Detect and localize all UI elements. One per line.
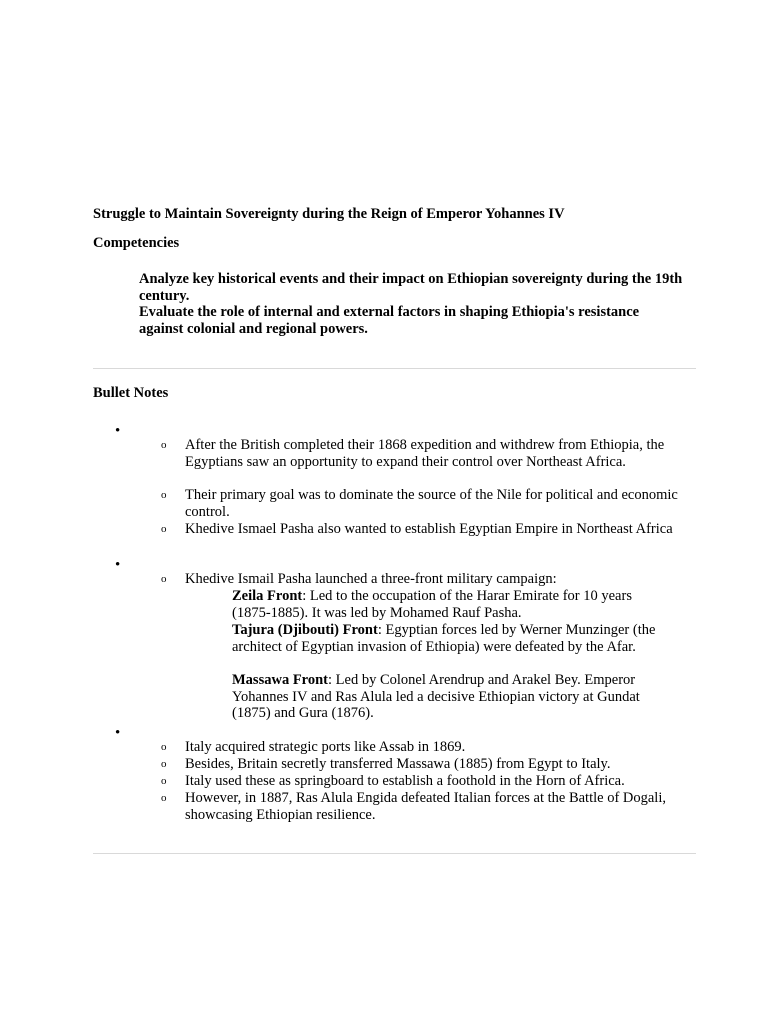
sub-bullet-marker: o — [161, 489, 167, 501]
sub-bullet-marker: o — [161, 523, 167, 535]
list-item-text: Besides, Britain secretly transferred Massawa (1885) from Egypt to Italy. — [185, 756, 611, 772]
list-item — [161, 571, 685, 588]
list-item — [161, 790, 685, 823]
list-item — [161, 739, 685, 756]
bullet-notes-heading: Bullet Notes — [93, 385, 169, 401]
list-item-text: Their primary goal was to dominate the source of the Nile for political and economic control. — [185, 487, 678, 520]
front-name: Tajura (Djibouti) Front — [232, 622, 378, 638]
list-item — [161, 756, 685, 773]
sub-bullet-marker: o — [161, 741, 167, 753]
campaign-front — [232, 588, 670, 621]
list-item-text: However, in 1887, Ras Alula Engida defeated Italian forces at the Battle of Dogali, showcasing Ethiopian resilience. — [185, 790, 666, 823]
list-item — [161, 773, 685, 790]
competency-item: Analyze key historical events and their impact on Ethiopian sovereignty during the 19th century. — [139, 271, 683, 304]
front-description: : Led to the occupation of the Harar Emirate for 10 years (1875-1885). It was led by Mohamed Rauf Pasha. — [232, 588, 632, 621]
list-item-text: Khedive Ismael Pasha also wanted to establish Egyptian Empire in Northeast Africa — [185, 521, 673, 537]
bullet-marker: • — [115, 423, 121, 439]
sub-bullet-marker: o — [161, 775, 167, 787]
front-description: : Led by Colonel Arendrup and Arakel Bey. Emperor Yohannes IV and Ras Alula led a decisive Ethiopian victory at Gundat (1875) and Gura (1876). — [232, 672, 640, 722]
bullet-marker: • — [115, 557, 121, 573]
campaign-front — [232, 672, 670, 722]
sub-bullet-marker: o — [161, 758, 167, 770]
list-item-text: Italy acquired strategic ports like Assab in 1869. — [185, 739, 466, 755]
list-item — [161, 521, 685, 538]
campaign-front — [232, 622, 670, 655]
list-item-text: Khedive Ismail Pasha launched a three-front military campaign: — [185, 571, 557, 587]
list-item-text: Italy used these as springboard to establish a foothold in the Horn of Africa. — [185, 773, 625, 789]
page-title: Struggle to Maintain Sovereignty during the Reign of Emperor Yohannes IV — [93, 206, 565, 222]
front-name: Massawa Front — [232, 672, 328, 688]
section-divider — [93, 853, 696, 854]
competency-item: Evaluate the role of internal and external factors in shaping Ethiopia's resistance against colonial and regional powers. — [139, 304, 640, 337]
competencies-heading: Competencies — [93, 235, 180, 251]
section-divider — [93, 368, 696, 369]
front-description: : Egyptian forces led by Werner Munzinger (the architect of Egyptian invasion of Ethiopia) were defeated by the Afar. — [232, 622, 656, 655]
bullet-marker: • — [115, 725, 121, 741]
list-item — [161, 487, 685, 520]
front-name: Zeila Front — [232, 588, 303, 604]
competencies-list — [139, 271, 685, 337]
sub-bullet-marker: o — [161, 573, 167, 585]
sub-bullet-marker: o — [161, 439, 167, 451]
list-item — [161, 437, 685, 470]
list-item-text: After the British completed their 1868 expedition and withdrew from Ethiopia, the Egyptians saw an opportunity to expand their control over Northeast Africa. — [185, 437, 665, 470]
sub-bullet-marker: o — [161, 792, 167, 804]
